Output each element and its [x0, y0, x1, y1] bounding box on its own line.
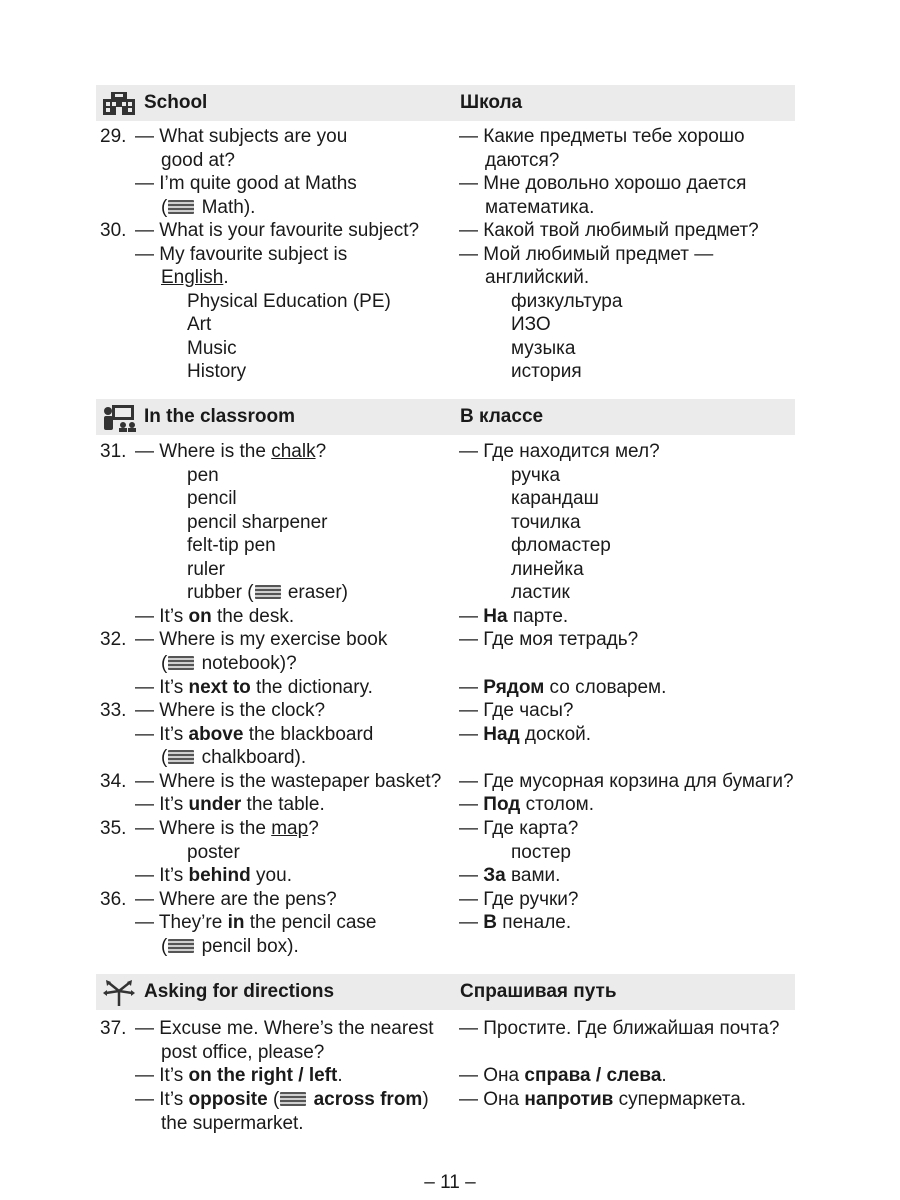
en-line: poster	[187, 842, 240, 863]
en-line: — It’s under the table.	[135, 794, 325, 815]
ru-line: — За вами.	[459, 865, 561, 886]
ru-line: фломастер	[511, 535, 611, 556]
section-title-ru: Школа	[460, 92, 523, 113]
directions-signpost-icon	[102, 979, 136, 1013]
en-line: — It’s behind you.	[135, 865, 292, 886]
item-number: 33.	[100, 700, 127, 721]
en-line: ( notebook)?	[161, 653, 297, 674]
en-line: — My favourite subject is	[135, 244, 348, 265]
ru-line: даются?	[485, 150, 560, 171]
ru-line: — Над доской.	[459, 724, 592, 745]
section-title-en: Asking for directions	[144, 981, 335, 1002]
ru-line: — Простите. Где ближайшая почта?	[459, 1018, 780, 1039]
en-line: the supermarket.	[161, 1113, 304, 1134]
ru-line: — Где карта?	[459, 818, 579, 839]
ru-line: — Мой любимый предмет —	[459, 244, 714, 265]
section-header-classroom	[96, 399, 795, 435]
section-header-directions	[96, 974, 795, 1010]
en-line: — It’s on the desk.	[135, 606, 295, 627]
en-line: — What is your favourite subject?	[135, 220, 420, 241]
ru-line: — Под столом.	[459, 794, 594, 815]
teacher-blackboard-icon	[102, 404, 136, 438]
ru-line: — Мне довольно хорошо дается	[459, 173, 747, 194]
ru-line: физкультура	[511, 291, 623, 312]
en-line: ( Math).	[161, 197, 256, 218]
ru-line: — Она справа / слева.	[459, 1065, 667, 1086]
en-line: — It’s on the right / left.	[135, 1065, 343, 1086]
en-line: post office, please?	[161, 1042, 325, 1063]
ru-line: математика.	[485, 197, 595, 218]
us-flag-icon	[168, 750, 194, 764]
item-number: 37.	[100, 1018, 127, 1039]
en-line: — Excuse me. Where’s the nearest	[135, 1018, 434, 1039]
en-line: — It’s opposite ( across from)	[135, 1089, 429, 1110]
en-line: — Where is the map?	[135, 818, 319, 839]
en-line: — I’m quite good at Maths	[135, 173, 357, 194]
us-flag-icon	[168, 939, 194, 953]
us-flag-icon	[168, 656, 194, 670]
ru-line: — Какой твой любимый предмет?	[459, 220, 759, 241]
item-number: 32.	[100, 629, 127, 650]
en-line: — It’s next to the dictionary.	[135, 677, 373, 698]
en-line: pen	[187, 465, 219, 486]
section-title-en: School	[144, 92, 208, 113]
en-line: — Where is the wastepaper basket?	[135, 771, 442, 792]
en-line: — Where is my exercise book	[135, 629, 388, 650]
item-number: 31.	[100, 441, 127, 462]
section-header-school	[96, 85, 795, 121]
en-line: — What subjects are you	[135, 126, 348, 147]
ru-line: — Где часы?	[459, 700, 574, 721]
ru-line: история	[511, 361, 582, 382]
en-line: ( pencil box).	[161, 936, 299, 957]
ru-line: ИЗО	[511, 314, 551, 335]
en-line: Art	[187, 314, 212, 335]
ru-line: — Где ручки?	[459, 889, 579, 910]
ru-line: — Где находится мел?	[459, 441, 660, 462]
section-title-ru: В классе	[460, 406, 544, 427]
en-line: rubber ( eraser)	[187, 582, 348, 603]
en-line: pencil	[187, 488, 237, 509]
item-number: 34.	[100, 771, 127, 792]
en-line: pencil sharpener	[187, 512, 328, 533]
en-line: — Where is the chalk?	[135, 441, 327, 462]
en-line: — Where are the pens?	[135, 889, 337, 910]
ru-line: линейка	[511, 559, 584, 580]
en-line: ruler	[187, 559, 226, 580]
en-line: — Where is the clock?	[135, 700, 326, 721]
us-flag-icon	[280, 1092, 306, 1106]
page-number: – 11 –	[424, 1172, 476, 1193]
section-title-ru: Спрашивая путь	[460, 981, 617, 1002]
school-building-icon	[102, 90, 136, 122]
section-title-en: In the classroom	[144, 406, 295, 427]
ru-line: музыка	[511, 338, 576, 359]
en-line: ( chalkboard).	[161, 747, 307, 768]
item-number: 36.	[100, 889, 127, 910]
en-line: Physical Education (PE)	[187, 291, 391, 312]
ru-line: карандаш	[511, 488, 599, 509]
en-line: — They’re in the pencil case	[135, 912, 377, 933]
ru-line: — Какие предметы тебе хорошо	[459, 126, 745, 147]
en-line: English.	[161, 267, 229, 288]
ru-line: английский.	[485, 267, 590, 288]
ru-line: — Она напротив супермаркета.	[459, 1089, 747, 1110]
en-line: History	[187, 361, 247, 382]
ru-line: — Где мусорная корзина для бумаги?	[459, 771, 794, 792]
us-flag-icon	[255, 585, 281, 599]
item-number: 29.	[100, 126, 127, 147]
ru-line: точилка	[511, 512, 581, 533]
item-number: 35.	[100, 818, 127, 839]
en-line: — It’s above the blackboard	[135, 724, 374, 745]
ru-line: ручка	[511, 465, 561, 486]
en-line: good at?	[161, 150, 235, 171]
ru-line: — Где моя тетрадь?	[459, 629, 639, 650]
ru-line: постер	[511, 842, 571, 863]
ru-line: — В пенале.	[459, 912, 572, 933]
en-line: Music	[187, 338, 237, 359]
ru-line: — Рядом со словарем.	[459, 677, 667, 698]
en-line: felt-tip pen	[187, 535, 276, 556]
ru-line: — На парте.	[459, 606, 569, 627]
ru-line: ластик	[511, 582, 570, 603]
item-number: 30.	[100, 220, 127, 241]
us-flag-icon	[168, 200, 194, 214]
